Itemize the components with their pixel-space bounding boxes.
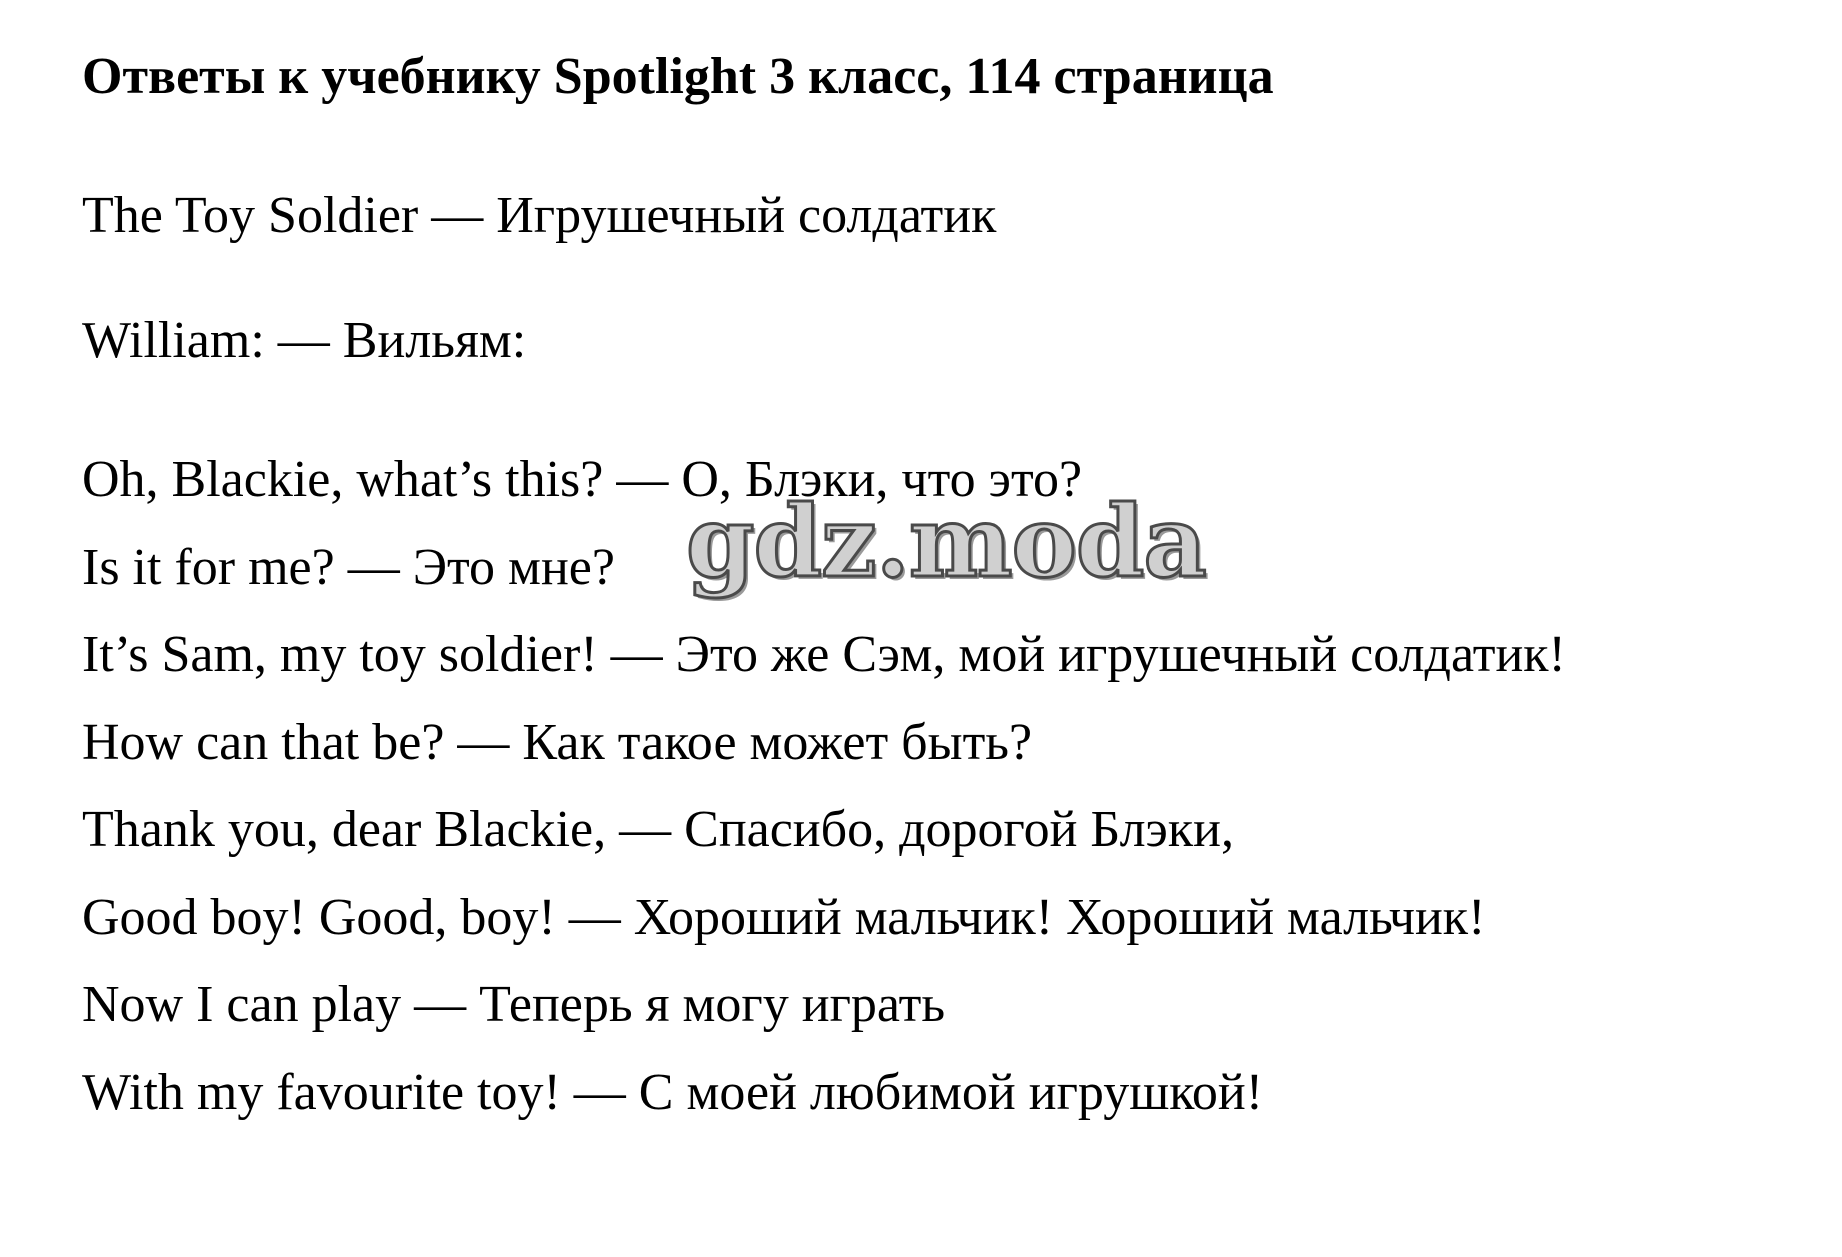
poem-title: The Toy Soldier — Игрушечный солдатик [82, 187, 997, 244]
poem-line: Now I can play — Теперь я могу играть [82, 976, 946, 1033]
watermark: gdz.moda [686, 485, 1206, 600]
speaker-label: William: — Вильям: [82, 312, 527, 369]
poem-line: How can that be? — Как такое может быть? [82, 713, 1033, 771]
poem-line: Good boy! Good, boy! — Хороший мальчик! Хороший мальчик! [82, 888, 1486, 946]
poem-line: Is it for me? — Это мне? [82, 538, 615, 596]
poem-line: It’s Sam, my toy soldier! — Это же Сэм, мой игрушечный солдатик! [82, 626, 1566, 683]
poem-line: With my favourite toy! — С моей любимой игрушкой! [82, 1063, 1264, 1121]
poem-line: Thank you, dear Blackie, — Спасибо, дорогой Блэки, [82, 801, 1234, 858]
poem-lines [82, 436, 1566, 1136]
poem-line: Oh, Blackie, what’s this? — О, Блэки, что это? [82, 451, 1083, 508]
page-title: Ответы к учебнику Spotlight 3 класс, 114 страница [82, 48, 1274, 105]
